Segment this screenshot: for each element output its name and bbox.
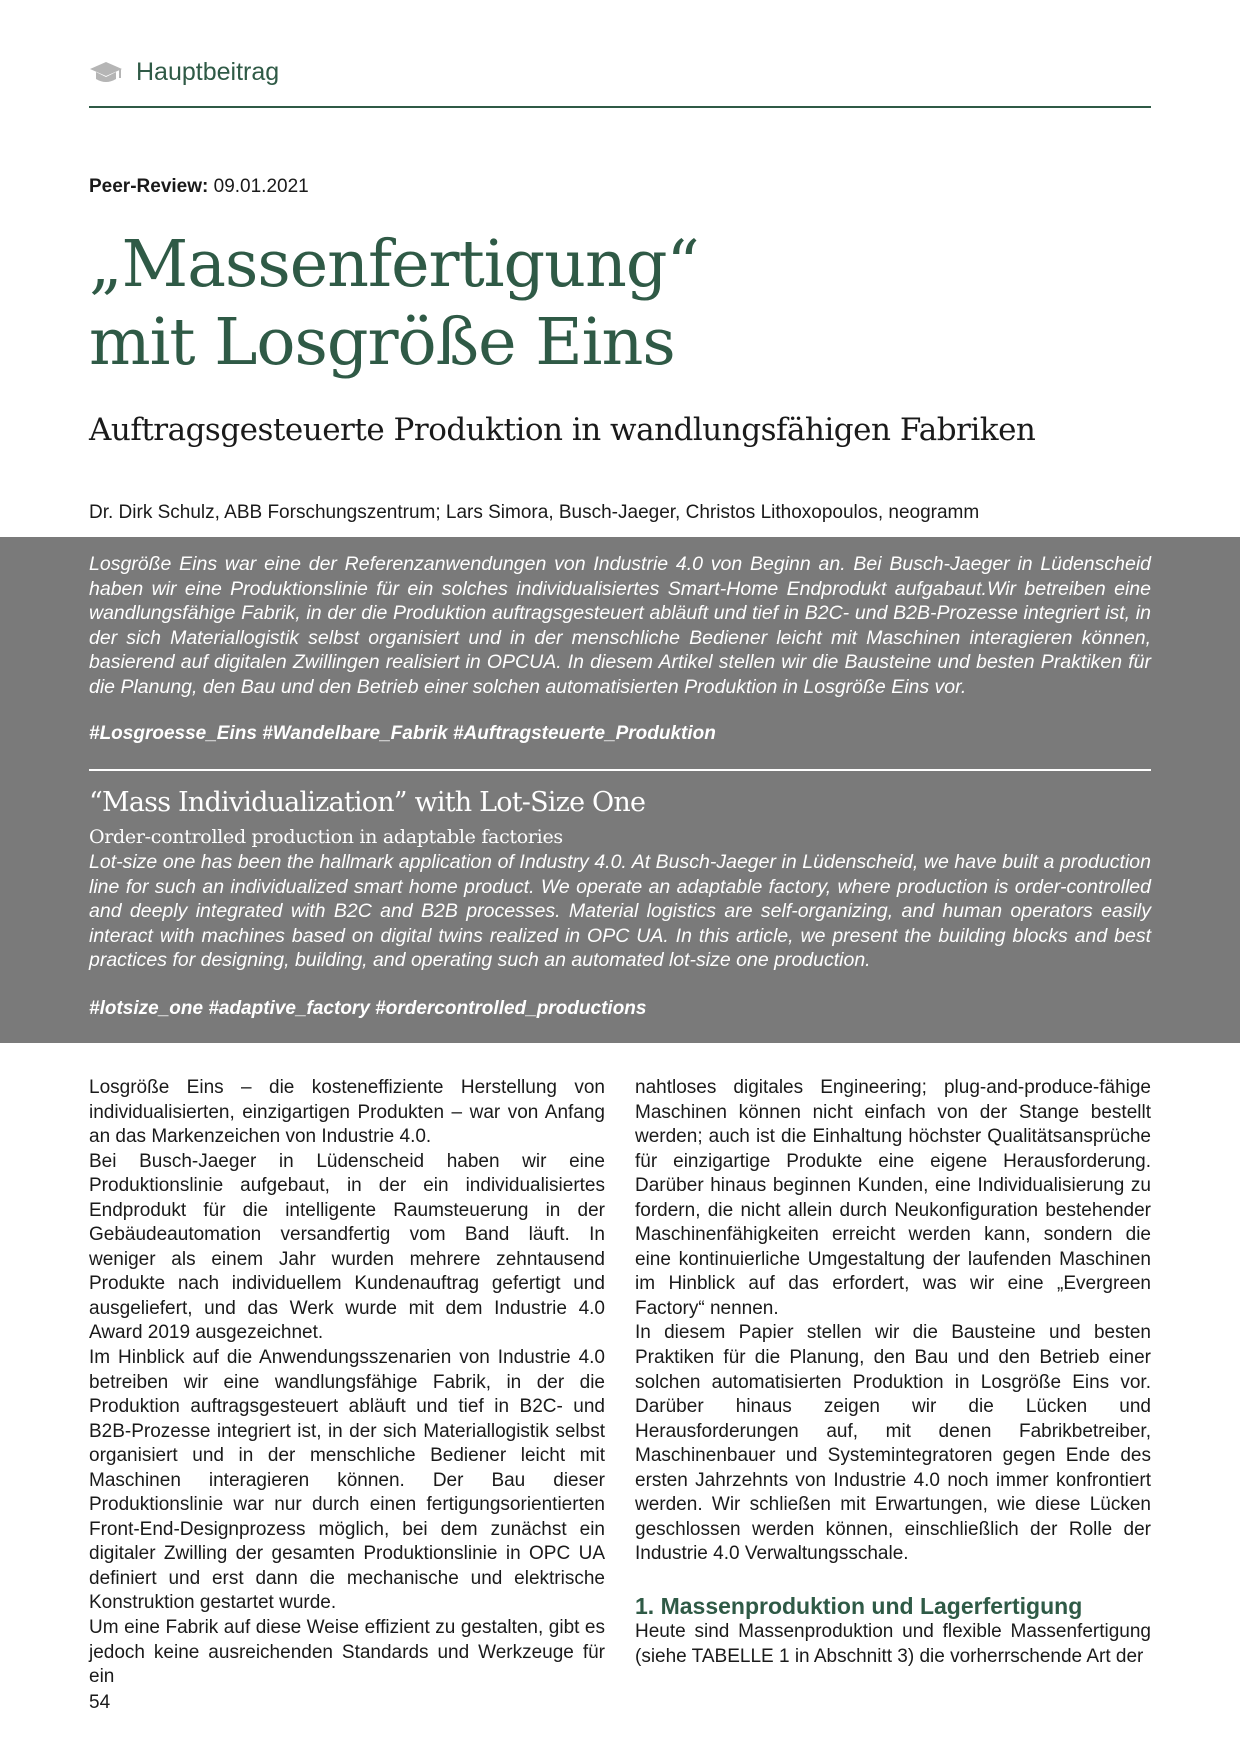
abstract-box [0, 537, 1240, 1043]
abstract-english: Lot-size one has been the hallmark application of Industry 4.0. At Busch-Jaeger in Lüdenscheid, we have built a production line for such an individualized smart home product. We operate an adaptable factory, where production is order-controlled and deeply integrated with B2C and B2B processes. Material logistics are self-organizing, and human operators easily interact with machines based on digital twins realized in OPC UA. In this article, we present the building blocks and best practices for designing, building, and operating such an automated lot-size one production. [89, 851, 1151, 972]
body-column-right [635, 1076, 1151, 1670]
body-column-left [89, 1076, 605, 1690]
body-paragraph: Bei Busch-Jaeger in Lüdenscheid haben wir eine Produktionslinie aufgebaut, in der ein individualisiertes Endprodukt für die intelligente Raumsteuerung in der Gebäudeautomation versandfertig vom Band läuft. In weniger als einem Jahr wurden mehrere zehntausend Produkte nach individuellem Kundenauftrag gefertigt und ausgeliefert, und das Werk wurde mit dem Industrie 4.0 Award 2019 ausgezeichnet. [89, 1150, 605, 1344]
section-heading: 1. Massenproduktion und Lagerfertigung [635, 1592, 1083, 1619]
hashtags-german: #Losgroesse_Eins #Wandelbare_Fabrik #Auftragsteuerte_Produktion [89, 723, 716, 744]
article-title [89, 226, 699, 382]
body-paragraph: In diesem Papier stellen wir die Bausteine und besten Praktiken für die Planung, den Bau und den Betrieb einer solchen automatisierten Produktion in Losgröße Eins vor. Darüber hinaus zeigen wir die Lücken und Herausforderungen auf, mit denen Fabrikbetreiber, Maschinenbauer und Systemintegratoren gegen Ende des ersten Jahrzehnts von Industrie 4.0 noch immer konfrontiert werden. Wir schließen mit Erwartungen, wie diese Lücken geschlossen werden können, einschließlich der Rolle der Industrie 4.0 Verwaltungsschale. [635, 1322, 1151, 1565]
english-title: “Mass Individualization” with Lot-Size One [89, 787, 646, 818]
body-paragraph: Im Hinblick auf die Anwendungsszenarien von Industrie 4.0 betreiben wir eine wandlungsfähige Fabrik, in der die Produktion auftragsgesteuert abläuft und tief in B2C- und B2B-Prozesse integriert ist, in der sich Materiallogistik selbst organisiert und in der menschliche Bediener leicht mit Maschinen interagieren können. Der Bau dieser Produktionslinie war nur durch einen fertigungsorientierten Front-End-Designprozess möglich, bei dem zunächst ein digitaler Zwilling der gesamten Produktionslinie in OPC UA definiert und erst dann die mechanische und elektrische Konstruktion gestartet wurde. [89, 1347, 605, 1614]
peer-review-date: 09.01.2021 [213, 176, 309, 197]
body-paragraph: Um eine Fabrik auf diese Weise effizient zu gestalten, gibt es jedoch keine ausreichenden Standards und Werkzeuge für ein [89, 1617, 605, 1688]
running-header [89, 56, 1151, 108]
section-label: Hauptbeitrag [136, 58, 280, 86]
body-paragraph: Losgröße Eins – die kosteneffiziente Herstellung von individualisierten, einzigartigen Produkten – war von Anfang an das Markenzeichen von Industrie 4.0. [89, 1077, 605, 1148]
authors: Dr. Dirk Schulz, ABB Forschungszentrum; Lars Simora, Busch-Jaeger, Christos Lithoxopoulos, neogramm [89, 502, 980, 523]
abstract-german: Losgröße Eins war eine der Referenzanwendungen von Industrie 4.0 von Beginn an. Bei Busch-Jaeger in Lüdenscheid haben wir eine Produktionslinie für ein solches individualisiertes Smart-Home Endprodukt aufgabaut.Wir betreiben eine wandlungsfähige Fabrik, in der die Produktion auftragsgesteuert abläuft und tief in B2C- und B2B-Prozesse integriert ist, in der sich Materiallogistik selbst organisiert und in der menschliche Bediener leicht mit Maschinen interagieren können, basierend auf digitalen Zwillingen realisiert in OPCUA. In diesem Artikel stellen wir die Bausteine und besten Praktiken für die Planung, den Bau und den Betrieb einer solchen automatisierten Produktion in Losgröße Eins vor. [89, 553, 1151, 698]
hashtags-english: #lotsize_one #adaptive_factory #ordercontrolled_productions [89, 998, 647, 1019]
peer-review-label: Peer-Review: [89, 176, 209, 197]
graduation-cap-icon [89, 60, 123, 86]
article-subtitle: Auftragsgesteuerte Produktion in wandlungsfähigen Fabriken [89, 412, 1036, 448]
english-subtitle: Order-controlled production in adaptable factories [89, 826, 563, 848]
peer-review-line [89, 176, 309, 198]
title-line-2: mit Losgröße Eins [89, 305, 675, 380]
body-paragraph: Heute sind Massenproduktion und flexible Massenfertigung (siehe TABELLE 1 in Abschnitt 3) die vorherrschende Art der [635, 1621, 1151, 1668]
abstract-divider [89, 769, 1151, 771]
page-number: 54 [89, 1692, 111, 1713]
title-line-1: „Massenfertigung“ [89, 227, 699, 302]
body-paragraph: nahtloses digitales Engineering; plug-and-produce-fähige Maschinen können nicht einfach von der Stange bestellt werden; auch ist die Einhaltung höchster Qualitätsansprüche für einzigartige Produkte eine eigene Herausforderung. Darüber hinaus beginnen Kunden, eine Individualisierung zu fordern, die nicht allein durch Neukonfiguration bestehender Maschinenfähigkeiten erreicht werden kann, sondern die eine kontinuierliche Umgestaltung der laufenden Maschinen im Hinblick auf das erfordert, was wir eine „Evergreen Factory“ nennen. [635, 1077, 1151, 1319]
